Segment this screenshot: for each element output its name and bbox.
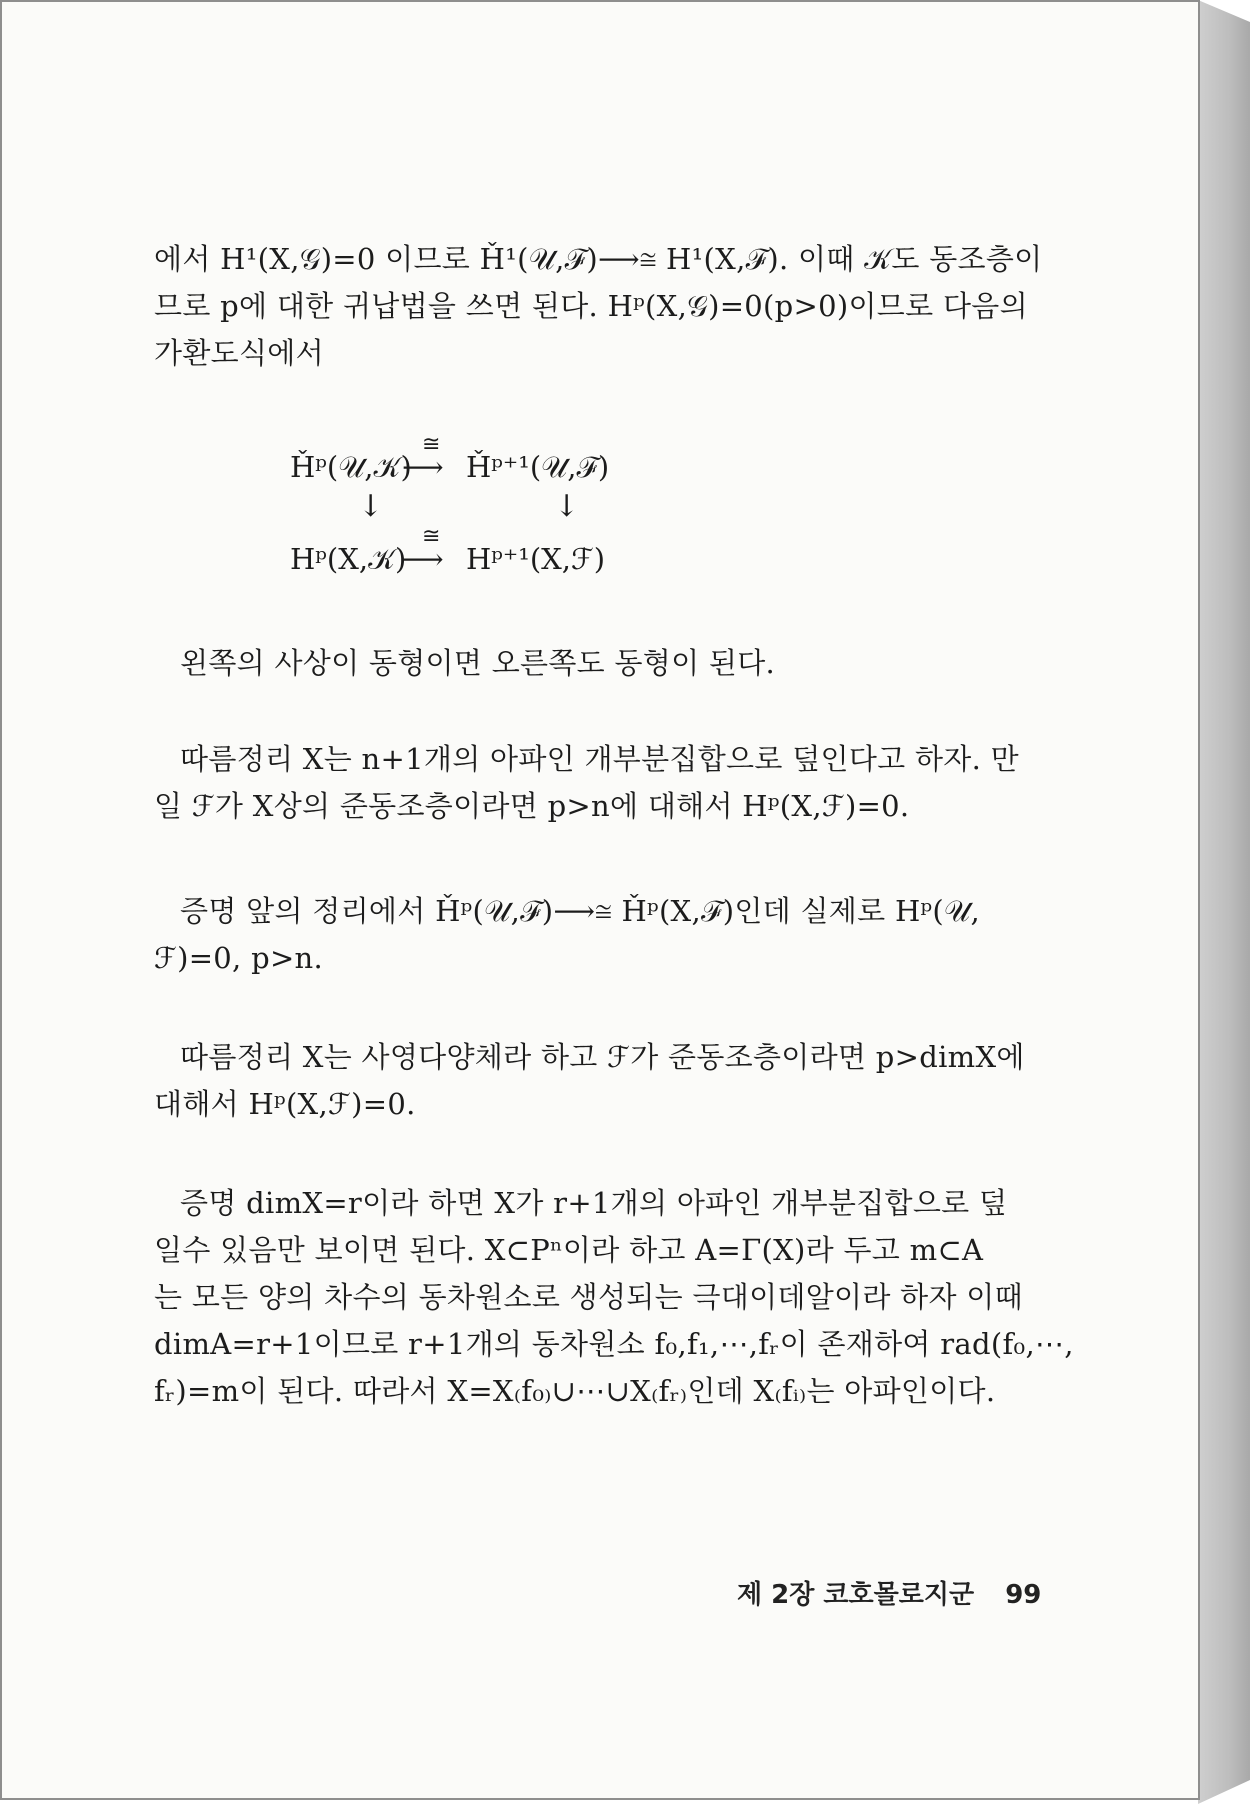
text-line: 왼쪽의 사상이 동형이면 오른쪽도 동형이 된다.	[180, 646, 776, 680]
diagram-top-iso: ≅	[422, 432, 441, 457]
page-number: 99	[1005, 1580, 1042, 1610]
proof-1	[154, 888, 1029, 982]
text-line: dimA=r+1이므로 r+1개의 동차원소 f₀,f₁,⋯,fᵣ이 존재하여 rad(f₀,⋯,	[154, 1327, 1074, 1361]
text-line: 따름정리 X는 n+1개의 아파인 개부분집합으로 덮인다고 하자. 만	[180, 742, 1019, 776]
corollary-1	[154, 736, 1029, 830]
diagram-right-arrow: ↓	[554, 489, 580, 524]
diagram-left-arrow: ↓	[358, 489, 384, 524]
chapter-title: 제 2장 코호몰로지군	[737, 1580, 975, 1610]
text-line: 므로 p에 대한 귀납법을 쓰면 된다. Hᵖ(X,𝒢)=0(p>0)이므로 다음의	[154, 289, 1028, 323]
text-line: 는 모든 양의 차수의 동차원소로 생성되는 극대이데알이라 하자 이때	[154, 1280, 1023, 1314]
book-page-edge	[1198, 0, 1250, 1804]
diagram-bottom-arrow: ⟶	[402, 542, 444, 576]
text-line: ℱ)=0, p>n.	[154, 941, 324, 975]
text-line: 증명 앞의 정리에서 Ȟᵖ(𝒰,ℱ)⟶≅ Ȟᵖ(X,ℱ)인데 실제로 Hᵖ(𝒰,	[180, 894, 980, 928]
text-line: 따름정리 X는 사영다양체라 하고 ℱ가 준동조층이라면 p>dimX에	[180, 1040, 1025, 1074]
text-line: 가환도식에서	[154, 336, 324, 370]
diagram-bottom-iso: ≅	[422, 524, 441, 549]
diagram-bottom-left: Hᵖ(X,𝒦)	[290, 542, 407, 576]
page-footer	[737, 1574, 1041, 1611]
text-line: 일수 있음만 보이면 된다. X⊂Pⁿ이라 하고 A=Γ(X)라 두고 m⊂A	[154, 1233, 984, 1267]
diagram-top-left: Ȟᵖ(𝒰,𝒦)	[290, 450, 412, 484]
text-line: 일 ℱ가 X상의 준동조층이라면 p>n에 대해서 Hᵖ(X,ℱ)=0.	[154, 789, 910, 823]
diagram-top-arrow: ⟶	[402, 450, 444, 484]
diagram-bottom-right: Hᵖ⁺¹(X,ℱ)	[466, 542, 606, 576]
text-line: 에서 H¹(X,𝒢)=0 이므로 Ȟ¹(𝒰,ℱ)⟶≅ H¹(X,ℱ). 이때 𝒦도 동조층이	[154, 242, 1043, 276]
paragraph-intro	[154, 236, 1043, 377]
text-line: fᵣ)=m이 된다. 따라서 X=X₍f₀₎∪⋯∪X₍fᵣ₎인데 X₍fᵢ₎는 아파인이다.	[154, 1374, 996, 1408]
paragraph-conclusion	[154, 640, 1055, 687]
proof-2	[154, 1180, 1074, 1415]
text-line: 대해서 Hᵖ(X,ℱ)=0.	[154, 1087, 416, 1121]
diagram-top-right: Ȟᵖ⁺¹(𝒰,ℱ)	[466, 450, 610, 484]
corollary-2	[154, 1034, 1029, 1128]
commutative-diagram	[290, 432, 610, 590]
text-line: 증명 dimX=r이라 하면 X가 r+1개의 아파인 개부분집합으로 덮	[180, 1186, 1008, 1220]
